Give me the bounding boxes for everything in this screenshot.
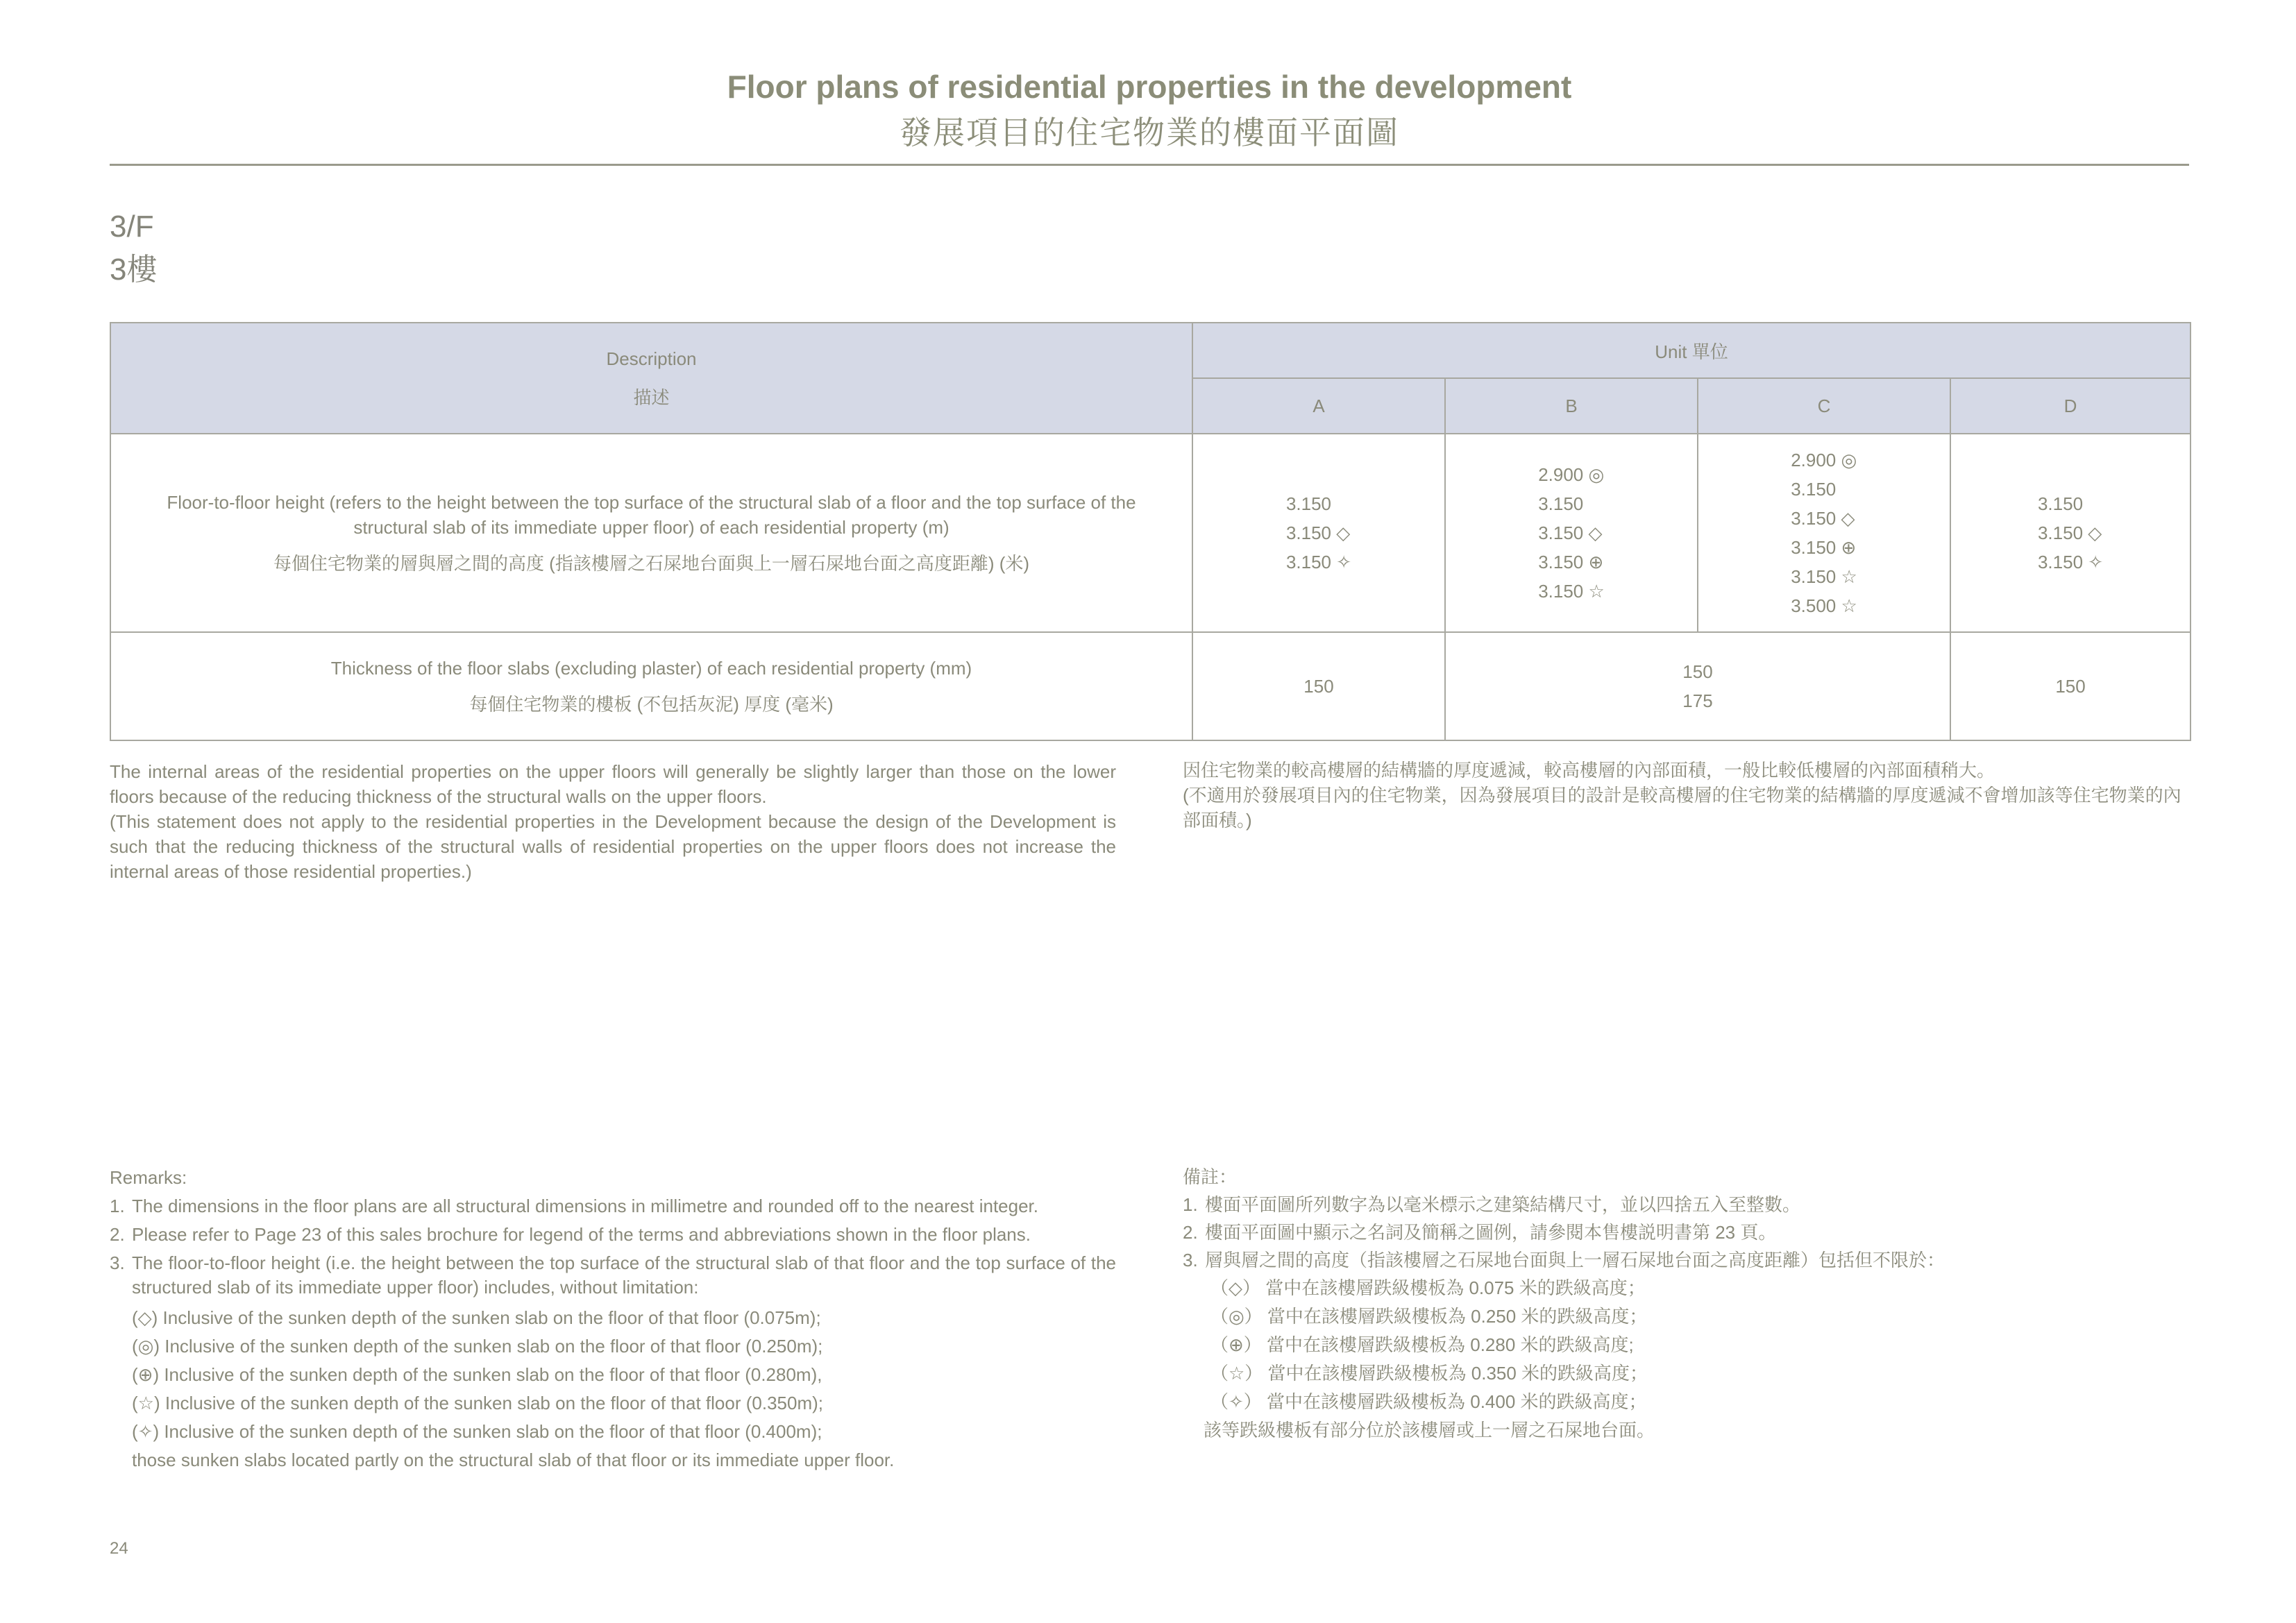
slab-thickness-description	[110, 632, 1192, 740]
description-header-zh: 描述	[633, 387, 670, 408]
remark-item	[110, 1251, 1116, 1300]
unit-d-header: D	[1950, 378, 2191, 434]
remark-text: The dimensions in the floor plans are all structural dimensions in millimetre and rounded off to the nearest integer.	[132, 1196, 1039, 1216]
note-zh-paragraph: (不適用於發展項目內的住宅物業，因為發展項目的設計是較高樓層的住宅物業的結構牆的厚度遞減不會增加該等住宅物業的內部面積。)	[1183, 785, 2181, 831]
remark-item	[1183, 1218, 2191, 1246]
remark-sub-item: those sunken slabs located partly on the structural slab of that floor or its immediate upper floor.	[132, 1450, 895, 1470]
height-value: 3.150 ◇	[1538, 522, 1603, 543]
table-row	[110, 632, 2191, 740]
remark-text: 層與層之間的高度（指該樓層之石屎地台面與上一層石屎地台面之高度距離）包括但不限於：	[1205, 1250, 1945, 1271]
height-value: 3.150 ⊕	[1538, 552, 1604, 572]
remark-item	[110, 1194, 1116, 1218]
remark-number: 3.	[1183, 1250, 1198, 1271]
remark-item	[110, 1223, 1116, 1247]
table-header-row	[110, 323, 2191, 378]
slab-thickness-desc-en: Thickness of the floor slabs (excluding plaster) of each residential property (mm)	[330, 658, 972, 679]
height-value: 2.900 ◎	[1791, 450, 1857, 470]
header-divider	[110, 164, 2189, 166]
unit-bc-thickness	[1445, 632, 1950, 740]
page-number: 24	[110, 1539, 128, 1558]
floor-height-desc-en: Floor-to-floor height (refers to the height between the top surface of the structural slab of a floor and the top surface of the structural slab of its immediate upper floor) of each residential property (m)	[167, 492, 1136, 538]
page-title-en: Floor plans of residential properties in the development	[727, 69, 1572, 105]
remark-text: 樓面平面圖中顯示之名詞及簡稱之圖例，請參閱本售樓説明書第 23 頁。	[1205, 1222, 1777, 1243]
floor-label	[110, 205, 157, 291]
unit-b-header: B	[1445, 378, 1698, 434]
height-value: 2.900 ◎	[1538, 464, 1605, 485]
note-en-paragraph: The internal areas of the residential properties on the upper floors will generally be slightly larger than those on the lower floors because of the reducing thickness of the structural walls on the upper floors.	[110, 761, 1116, 807]
remark-number: 3.	[110, 1252, 125, 1273]
height-value: 3.150 ◇	[1285, 522, 1351, 543]
unit-a-thickness: 150	[1192, 632, 1445, 740]
floor-height-description	[110, 434, 1192, 632]
unit-a-header: A	[1192, 378, 1445, 434]
remark-sub-item: （☆） 當中在該樓層跌級樓板為 0.350 米的跌級高度；	[1210, 1363, 1648, 1384]
remark-number: 2.	[110, 1224, 125, 1245]
remark-number: 1.	[110, 1196, 125, 1216]
note-zh-paragraph: 因住宅物業的較高樓層的結構牆的厚度遞減，較高樓層的內部面積，一般比較低樓層的內部面積稍大。	[1183, 760, 1995, 781]
height-value: 3.150	[1285, 493, 1332, 514]
remark-sub-item: （◇） 當中在該樓層跌級樓板為 0.075 米的跌級高度；	[1210, 1277, 1646, 1298]
remark-sub-item: (☆) Inclusive of the sunken depth of the sunken slab on the floor of that floor (0.350m);	[132, 1393, 823, 1413]
remark-number: 2.	[1183, 1222, 1198, 1243]
note-en-paragraph: (This statement does not apply to the residential properties in the Development because the design of the Development is such that the reducing thickness of the structural walls of residential properties on the upper floors does not increase the internal areas of those residential properties.)	[110, 811, 1116, 882]
remarks-heading-zh: 備註：	[1183, 1166, 1238, 1187]
remark-sub-item: （✧） 當中在該樓層跌級樓板為 0.400 米的跌級高度；	[1210, 1391, 1647, 1412]
height-value: 3.150 ◇	[2037, 522, 2102, 543]
remark-sub-item: (✧) Inclusive of the sunken depth of the sunken slab on the floor of that floor (0.400m);	[132, 1421, 822, 1442]
unit-c-header: C	[1698, 378, 1950, 434]
page-title-zh: 發展項目的住宅物業的樓面平面圖	[900, 114, 1399, 151]
floor-label-zh: 3樓	[110, 253, 158, 287]
height-value: 3.500 ☆	[1791, 595, 1857, 616]
remark-item	[1183, 1191, 2191, 1218]
remark-text: The floor-to-floor height (i.e. the height between the top surface of the structural slab of that floor and the top surface of the structured slab of its immediate upper floor) includes, without limitation:	[132, 1252, 1116, 1298]
remark-sub-item: （⊕） 當中在該樓層跌級樓板為 0.280 米的跌級高度;	[1210, 1334, 1634, 1355]
description-header	[110, 323, 1192, 434]
unit-c-heights	[1698, 434, 1950, 632]
remark-sub-item: (◎) Inclusive of the sunken depth of the sunken slab on the floor of that floor (0.250m);	[132, 1336, 823, 1357]
remark-sub-item: （◎） 當中在該樓層跌級樓板為 0.250 米的跌級高度；	[1210, 1306, 1648, 1327]
internal-area-note-en	[110, 759, 1116, 884]
unit-d-heights	[1950, 434, 2191, 632]
height-value: 3.150 ✧	[2037, 552, 2104, 572]
description-header-en: Description	[606, 348, 697, 369]
table-row	[110, 434, 2191, 632]
height-value: 3.150	[1791, 479, 1837, 500]
height-value: 3.150	[1538, 493, 1584, 514]
remark-text: Please refer to Page 23 of this sales brochure for legend of the terms and abbreviations shown in the floor plans.	[132, 1224, 1031, 1245]
height-value: 3.150 ☆	[1538, 581, 1605, 602]
remark-item	[1183, 1246, 2191, 1274]
thickness-value: 150	[1682, 661, 1713, 682]
remark-text: 樓面平面圖所列數字為以毫米標示之建築結構尺寸，並以四捨五入至整數。	[1205, 1194, 1801, 1215]
floor-spec-table	[110, 322, 2191, 741]
remark-tail: 該等跌級樓板有部分位於該樓層或上一層之石屎地台面。	[1204, 1420, 1655, 1441]
height-value: 3.150	[2037, 493, 2084, 514]
unit-d-thickness: 150	[1950, 632, 2191, 740]
remarks-zh	[1183, 1163, 2191, 1445]
thickness-value: 175	[1682, 690, 1713, 711]
page-header	[110, 64, 2189, 155]
remarks-en	[110, 1166, 1116, 1475]
unit-b-heights	[1445, 434, 1698, 632]
height-value: 3.150 ◇	[1791, 508, 1855, 529]
height-value: 3.150 ✧	[1285, 552, 1352, 572]
remark-sub-item: (⊕) Inclusive of the sunken depth of the sunken slab on the floor of that floor (0.280m),	[132, 1364, 822, 1385]
unit-a-heights	[1192, 434, 1445, 632]
remark-sub-item: (◇) Inclusive of the sunken depth of the sunken slab on the floor of that floor (0.075m);	[132, 1307, 821, 1328]
internal-area-note-zh	[1183, 758, 2191, 833]
remark-number: 1.	[1183, 1194, 1198, 1215]
slab-thickness-desc-zh: 每個住宅物業的樓板 (不包括灰泥) 厚度 (毫米)	[469, 694, 834, 715]
height-value: 3.150 ⊕	[1791, 537, 1857, 558]
floor-label-en: 3/F	[110, 210, 154, 244]
height-value: 3.150 ☆	[1791, 566, 1857, 587]
unit-header: Unit 單位	[1192, 323, 2191, 378]
remarks-heading-en: Remarks:	[110, 1167, 187, 1188]
floor-height-desc-zh: 每個住宅物業的層與層之間的高度 (指該樓層之石屎地台面與上一層石屎地台面之高度距離) (米)	[273, 553, 1030, 574]
